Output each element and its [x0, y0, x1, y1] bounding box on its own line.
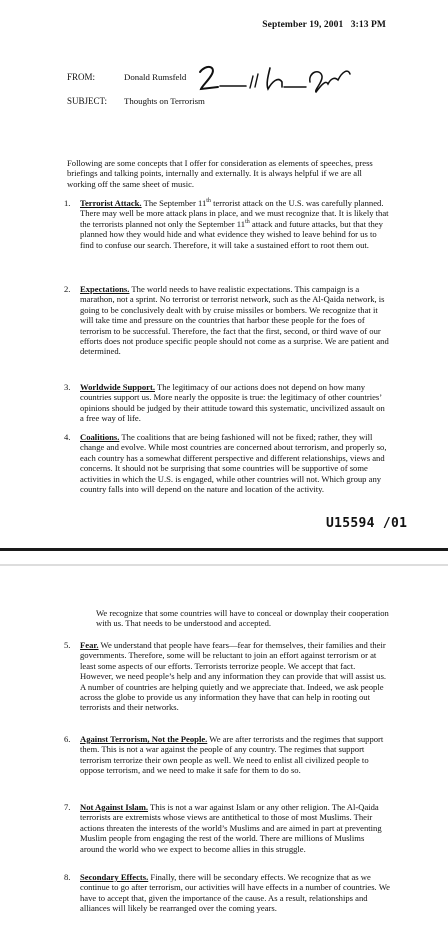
page-break — [0, 548, 448, 566]
item-number: 1. — [64, 198, 71, 208]
intro-paragraph: Following are some concepts that I offer for consideration as elements of speeches, press briefings and talking points, internally and externally. It is always helpful if we are all working off the same sheet of music. — [67, 158, 373, 189]
item-text: We understand that people have fears—fear for themselves, their families and their governments. Therefore, some will be reluctant to join an effort against terrorism or at least some aspects of our efforts. Terrorists terrorize people. We accept that fact. However, we need people’s help and any information they can provide that will assist us. A number of countries are helping quietly and we appreciate that. Indeed, we ask people across the globe to provide us any information they have that can help in rooting out terrorists and their networks. — [80, 640, 387, 713]
item-text: The coalitions that are being fashioned will not be fixed; rather, they will change and evolve. While most countries are concerned about terrorism, and properly so, each country has a somewhat different perspective and different relationships, views and concerns. It should not be surprising that some countries will be supportive of some activities in which the U.S. is engaged, while other countries will not. Which group any country falls into will depend on the nature and location of the activity. — [80, 432, 387, 495]
superscript: th — [206, 198, 211, 205]
item-heading: Not Against Islam. — [80, 802, 149, 812]
memo-date: September 19, 2001 3:13 PM — [262, 20, 386, 30]
list-item — [64, 284, 390, 357]
item-number: 3. — [64, 382, 71, 392]
item-number: 4. — [64, 432, 71, 442]
item-number: 7. — [64, 802, 71, 812]
from-value: Donald Rumsfeld — [124, 72, 187, 82]
list-item — [64, 872, 390, 914]
handwritten-signature — [198, 62, 358, 98]
item-text: The September 11 — [141, 198, 207, 208]
item-text: Finally, there will be secondary effects. We recognize that as we continue to go after terrorism, our activities will have effects in a number of countries. We have to accept that, given the importance of the cause. As a result, relationships and alliances will likely be rearranged over the coming years. — [80, 872, 390, 914]
item-heading: Expectations. — [80, 284, 130, 294]
subject-value: Thoughts on Terrorism — [124, 96, 205, 106]
item-number: 6. — [64, 734, 71, 744]
item-heading: Secondary Effects. — [80, 872, 149, 882]
item-heading: Coalitions. — [80, 432, 120, 442]
list-item — [64, 802, 390, 854]
list-item — [64, 734, 390, 776]
document-control-stamp: U15594 /01 — [326, 516, 408, 531]
list-item — [64, 382, 390, 424]
subject-label: SUBJECT: — [67, 96, 108, 106]
item-heading: Fear. — [80, 640, 99, 650]
item-text: The world needs to have realistic expectations. This campaign is a marathon, not a sprint. No terrorist or terrorist network, such as the Al-Qaida network, is going to be conclusively dealt with by cruise missiles or bombers. We recognize that it will take time and pressure on the countries that harbor these people for the foes of terrorism to be successful. Therefore, the fact that the first, second, or third wave of our efforts does not produce specific people should not come as a surprise. We are patient and determined. — [80, 284, 389, 357]
superscript: th — [245, 218, 250, 225]
continuation-paragraph: We recognize that some countries will have to conceal or downplay their cooperation with us. That needs to be understood and accepted. — [96, 608, 389, 629]
list-item — [64, 198, 390, 250]
list-item — [64, 432, 390, 495]
item-text: terrorist attack on the U.S. was carefully planned. There may well be more attack plans in place, and we must recognize that. It is likely that the terrorists planned not only the September 11 — [80, 198, 389, 229]
item-text: attack and future attacks, but that they planned how they would hide and what evidence they wished to leave behind for us to find to confuse our search. Therefore, it will take a sustained effort to root them out. — [80, 218, 383, 250]
item-heading: Worldwide Support. — [80, 382, 155, 392]
item-text: We are after terrorists and the regimes that support them. This is not a war against the people of any country. The regimes that support terrorism terrorize their own people as well. We need to enlist all civilized people to oppose terrorism, and we need to make it safe for them to do so. — [80, 734, 384, 776]
item-number: 2. — [64, 284, 71, 294]
item-text: The legitimacy of our actions does not depend on how many countries support us. More nearly the opposite is true: the legitimacy of other countries’ opinions should be judged by their attitude toward this systematic, uncivilized assault on a free way of life. — [80, 382, 385, 424]
item-heading: Terrorist Attack. — [80, 198, 142, 208]
item-text: This is not a war against Islam or any other religion. The Al-Qaida terrorists are extremists whose views are antithetical to those of most Muslims. Their actions threaten the interests of the world’s Muslims and are aimed in part at preventing Muslim people from engaging the rest of the world. There are millions of Muslims around the world who we expect to become allies in this struggle. — [80, 802, 382, 854]
memo-page-2 — [0, 566, 448, 938]
item-number: 8. — [64, 872, 71, 882]
item-number: 5. — [64, 640, 71, 650]
from-label: FROM: — [67, 72, 96, 82]
item-heading: Against Terrorism, Not the People. — [80, 734, 208, 744]
list-item — [64, 640, 390, 713]
